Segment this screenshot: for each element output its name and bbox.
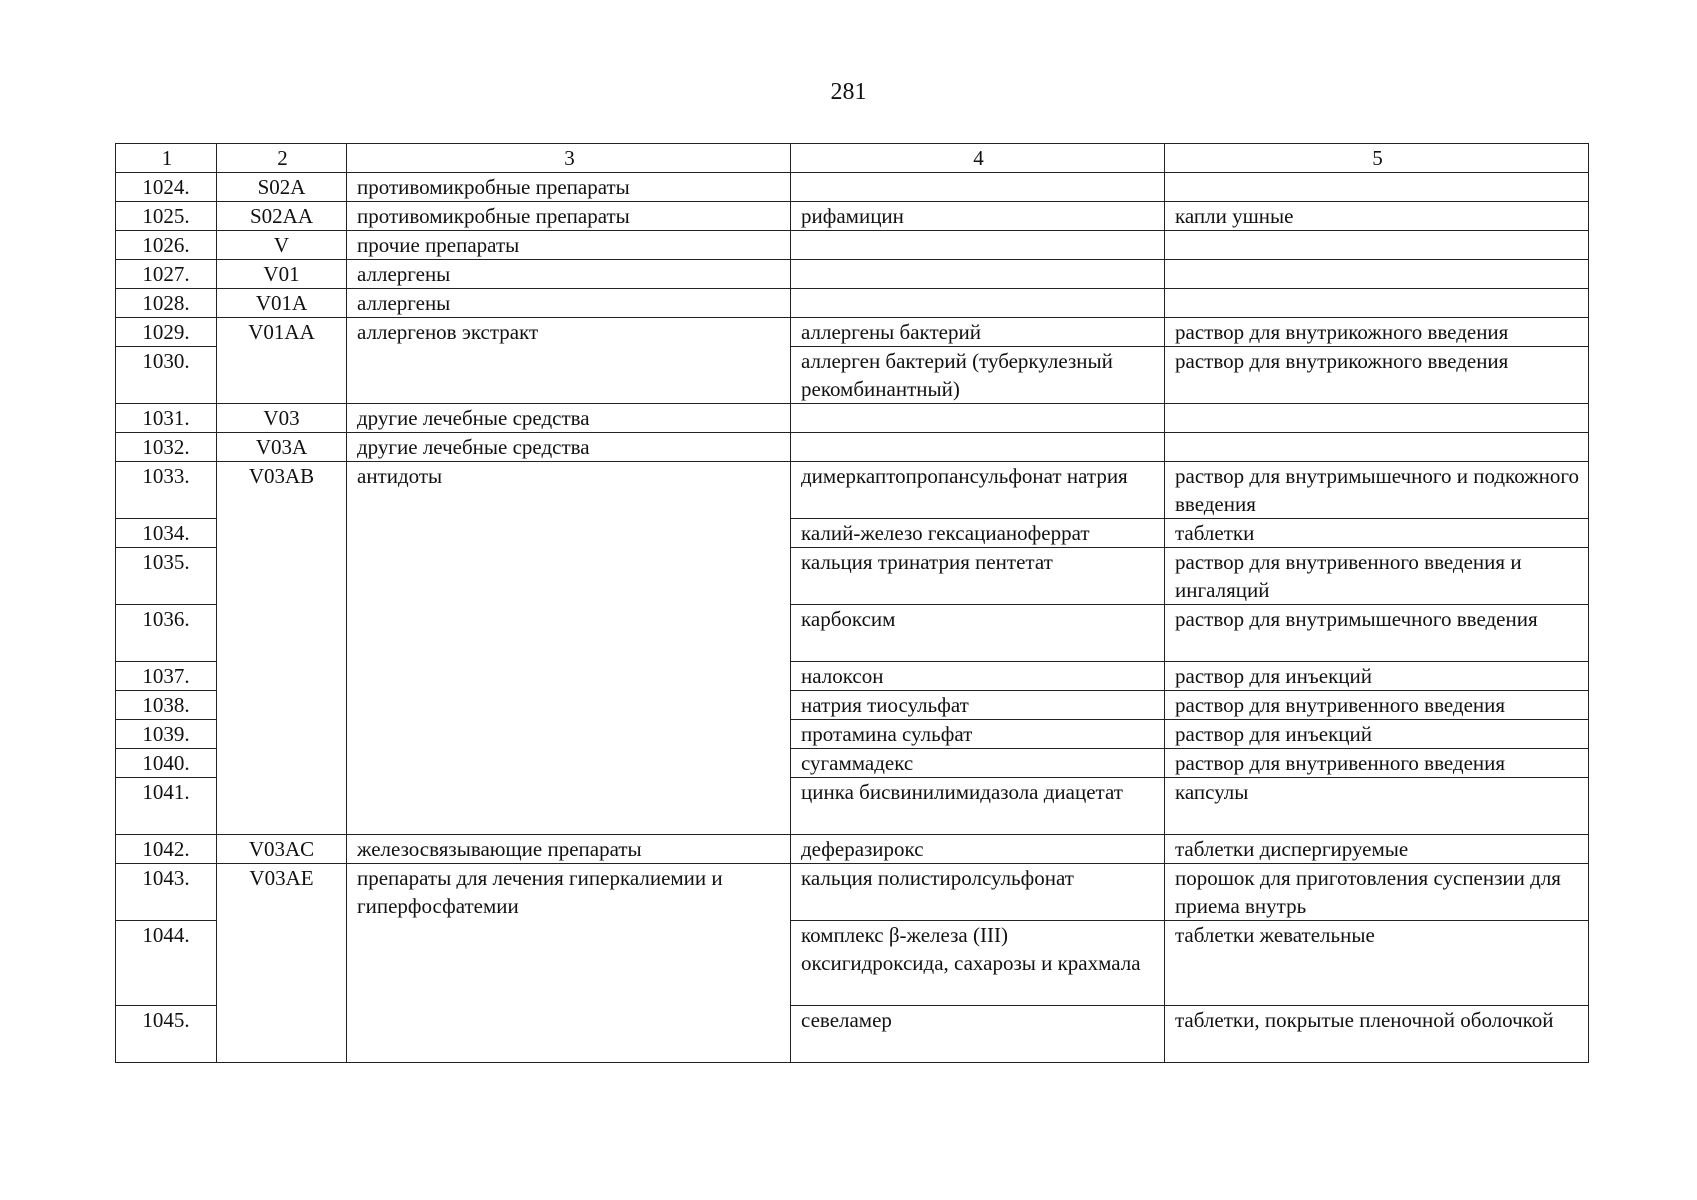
drug-name <box>791 173 1165 202</box>
pharmacological-group: противомикробные препараты <box>347 173 791 202</box>
pharmacological-group: аллергены <box>347 260 791 289</box>
dosage-form: таблетки, покрытые пленочной оболочкой <box>1165 1006 1589 1063</box>
row-number: 1034. <box>116 519 217 548</box>
row-number: 1045. <box>116 1006 217 1063</box>
drug-name: натрия тиосульфат <box>791 691 1165 720</box>
row-number: 1043. <box>116 864 217 921</box>
drug-name: севеламер <box>791 1006 1165 1063</box>
drug-name: рифамицин <box>791 202 1165 231</box>
row-number: 1040. <box>116 749 217 778</box>
dosage-form: раствор для внутривенного введения <box>1165 691 1589 720</box>
dosage-form <box>1165 231 1589 260</box>
row-number: 1042. <box>116 835 217 864</box>
atc-code: V01 <box>217 260 347 289</box>
drug-name <box>791 231 1165 260</box>
pharmacological-group: противомикробные препараты <box>347 202 791 231</box>
drug-name: аллерген бактерий (туберкулезный рекомбинантный) <box>791 347 1165 404</box>
dosage-form: раствор для внутривенного введения <box>1165 749 1589 778</box>
drug-name: протамина сульфат <box>791 720 1165 749</box>
dosage-form: таблетки диспергируемые <box>1165 835 1589 864</box>
pharmacological-group: антидоты <box>347 462 791 835</box>
dosage-form: раствор для инъекций <box>1165 720 1589 749</box>
pharmacological-group: другие лечебные средства <box>347 404 791 433</box>
row-number: 1036. <box>116 605 217 662</box>
row-number: 1026. <box>116 231 217 260</box>
table-row <box>116 433 1589 462</box>
atc-code: V03A <box>217 433 347 462</box>
atc-code: V01AA <box>217 318 347 404</box>
pharmacological-group: другие лечебные средства <box>347 433 791 462</box>
table-row <box>116 462 1589 519</box>
row-number: 1024. <box>116 173 217 202</box>
row-number: 1044. <box>116 921 217 1006</box>
drug-name: карбоксим <box>791 605 1165 662</box>
pharmacological-group: железосвязывающие препараты <box>347 835 791 864</box>
header-col-2: 2 <box>217 144 347 173</box>
row-number: 1035. <box>116 548 217 605</box>
dosage-form <box>1165 404 1589 433</box>
table-row <box>116 202 1589 231</box>
dosage-form: раствор для внутримышечного введения <box>1165 605 1589 662</box>
dosage-form <box>1165 260 1589 289</box>
row-number: 1037. <box>116 662 217 691</box>
dosage-form: капсулы <box>1165 778 1589 835</box>
row-number: 1038. <box>116 691 217 720</box>
dosage-form: порошок для приготовления суспензии для приема внутрь <box>1165 864 1589 921</box>
drug-name: комплекс β-железа (III) оксигидроксида, сахарозы и крахмала <box>791 921 1165 1006</box>
drug-name: сугаммадекс <box>791 749 1165 778</box>
dosage-form: капли ушные <box>1165 202 1589 231</box>
table-row <box>116 835 1589 864</box>
header-col-3: 3 <box>347 144 791 173</box>
drug-name: деферазирокс <box>791 835 1165 864</box>
header-col-4: 4 <box>791 144 1165 173</box>
row-number: 1025. <box>116 202 217 231</box>
row-number: 1030. <box>116 347 217 404</box>
row-number: 1027. <box>116 260 217 289</box>
atc-code: S02A <box>217 173 347 202</box>
table-row <box>116 289 1589 318</box>
pharmacological-group: аллергенов экстракт <box>347 318 791 404</box>
row-number: 1041. <box>116 778 217 835</box>
drug-name: кальция тринатрия пентетат <box>791 548 1165 605</box>
header-col-1: 1 <box>116 144 217 173</box>
drug-name <box>791 260 1165 289</box>
page-number: 281 <box>830 79 867 105</box>
dosage-form: таблетки жевательные <box>1165 921 1589 1006</box>
dosage-form <box>1165 433 1589 462</box>
table-row <box>116 231 1589 260</box>
row-number: 1033. <box>116 462 217 519</box>
dosage-form: таблетки <box>1165 519 1589 548</box>
table-row <box>116 864 1589 921</box>
row-number: 1031. <box>116 404 217 433</box>
table-row <box>116 318 1589 347</box>
atc-code: V03AC <box>217 835 347 864</box>
drug-name: цинка бисвинилимидазола диацетат <box>791 778 1165 835</box>
row-number: 1028. <box>116 289 217 318</box>
dosage-form: раствор для внутрикожного введения <box>1165 347 1589 404</box>
row-number: 1032. <box>116 433 217 462</box>
drug-name: димеркаптопропансульфонат натрия <box>791 462 1165 519</box>
atc-code: V01A <box>217 289 347 318</box>
drug-classification-table <box>115 143 1589 1063</box>
dosage-form <box>1165 289 1589 318</box>
dosage-form: раствор для внутримышечного и подкожного введения <box>1165 462 1589 519</box>
atc-code: V <box>217 231 347 260</box>
atc-code: V03 <box>217 404 347 433</box>
dosage-form: раствор для инъекций <box>1165 662 1589 691</box>
atc-code: S02AA <box>217 202 347 231</box>
dosage-form: раствор для внутривенного введения и ингаляций <box>1165 548 1589 605</box>
table-row <box>116 173 1589 202</box>
drug-name: калий-железо гексацианоферрат <box>791 519 1165 548</box>
drug-name <box>791 404 1165 433</box>
atc-code: V03AE <box>217 864 347 1063</box>
drug-name: налоксон <box>791 662 1165 691</box>
table-header-row <box>116 144 1589 173</box>
dosage-form <box>1165 173 1589 202</box>
pharmacological-group: прочие препараты <box>347 231 791 260</box>
header-col-5: 5 <box>1165 144 1589 173</box>
pharmacological-group: аллергены <box>347 289 791 318</box>
table-row <box>116 404 1589 433</box>
atc-code: V03AB <box>217 462 347 835</box>
pharmacological-group: препараты для лечения гиперкалиемии и гиперфосфатемии <box>347 864 791 1063</box>
drug-name <box>791 289 1165 318</box>
row-number: 1029. <box>116 318 217 347</box>
drug-name <box>791 433 1165 462</box>
table-row <box>116 260 1589 289</box>
drug-name: аллергены бактерий <box>791 318 1165 347</box>
dosage-form: раствор для внутрикожного введения <box>1165 318 1589 347</box>
row-number: 1039. <box>116 720 217 749</box>
drug-name: кальция полистиролсульфонат <box>791 864 1165 921</box>
